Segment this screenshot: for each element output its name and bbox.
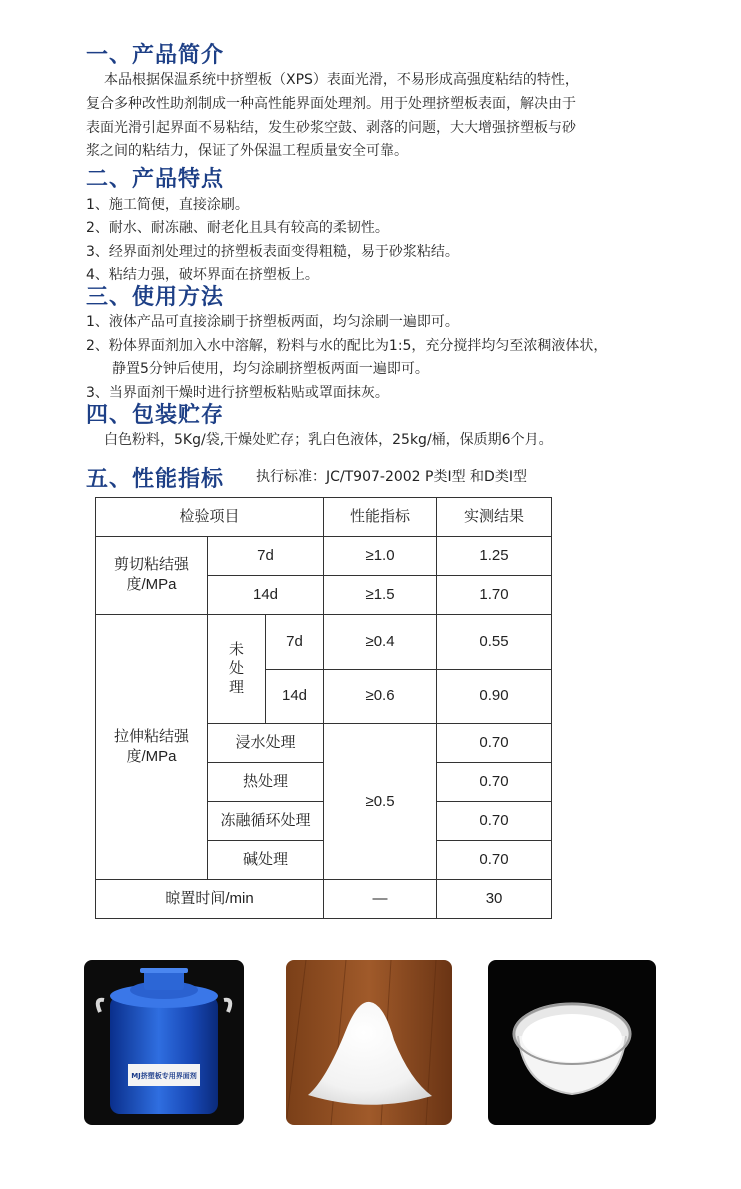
table-row (96, 536, 552, 575)
feature-item: 3、经界面剂处理过的挤塑板表面变得粗糙，易于砂浆粘结。 (86, 244, 459, 260)
section-title-packaging: 四、包装贮存 (86, 403, 225, 428)
feature-item: 4、粘结力强，破坏界面在挤塑板上。 (86, 267, 319, 283)
shear-age: 7d (208, 536, 324, 575)
section-title-features: 二、产品特点 (86, 167, 225, 192)
treatment-name: 碱处理 (208, 841, 324, 880)
bucket-photo (84, 960, 244, 1125)
powder-photo (286, 960, 452, 1125)
usage-item: 静置5分钟后使用，均匀涂刷挤塑板两面一遍即可。 (112, 361, 429, 377)
tensile-label (96, 614, 208, 879)
untreated-age: 7d (266, 614, 324, 669)
treatment-name: 冻融循环处理 (208, 802, 324, 841)
shear-label (96, 536, 208, 614)
intro-line: 表面光滑引起界面不易粘结，发生砂浆空鼓、剥落的问题，大大增强挤塑板与砂 (86, 120, 576, 136)
section-title-usage: 三、使用方法 (86, 285, 225, 310)
usage-item: 2、粉体界面剂加入水中溶解，粉料与水的配比为1:5，充分搅拌均匀至浓稠液体状， (86, 338, 608, 354)
header-result: 实测结果 (437, 498, 552, 537)
bucket-label: MJ挤塑板专用界面剂 (131, 1072, 197, 1080)
intro-line: 本品根据保温系统中挤塑板（XPS）表面光滑，不易形成高强度粘结的特性， (104, 72, 579, 88)
untreated-label (208, 614, 266, 723)
table-header-row (96, 498, 552, 537)
drying-result: 30 (437, 879, 552, 918)
shear-result: 1.70 (437, 575, 552, 614)
liquid-bowl-photo (488, 960, 656, 1125)
table-row (96, 614, 552, 669)
performance-table (95, 497, 552, 919)
table-row (96, 879, 552, 918)
header-item: 检验项目 (96, 498, 324, 537)
treatment-result: 0.70 (437, 763, 552, 802)
section-title-intro: 一、产品简介 (86, 43, 225, 68)
untreated-spec: ≥0.6 (324, 669, 437, 724)
intro-line: 复合多种改性助剂制成一种高性能界面处理剂。用于处理挤塑板表面，解决由于 (86, 96, 576, 112)
usage-item: 3、当界面剂干燥时进行挤塑板粘贴或罩面抹灰。 (86, 385, 389, 401)
treatment-result: 0.70 (437, 841, 552, 880)
treatment-result: 0.70 (437, 724, 552, 763)
shear-label-text: 剪切粘结强度/MPa (113, 556, 189, 594)
untreated-label-text: 未处理 (228, 641, 244, 697)
treatment-result: 0.70 (437, 802, 552, 841)
section-title-performance: 五、性能指标 (86, 467, 225, 492)
tensile-label-text: 拉伸粘结强度/MPa (113, 727, 189, 765)
packaging-text: 白色粉料，5Kg/袋,干燥处贮存；乳白色液体，25kg/桶，保质期6个月。 (104, 432, 553, 448)
header-spec: 性能指标 (324, 498, 437, 537)
bowl-icon (488, 960, 656, 1125)
powder-pile-icon (286, 960, 452, 1125)
intro-line: 浆之间的粘结力，保证了外保温工程质量安全可靠。 (86, 143, 408, 159)
shear-result: 1.25 (437, 536, 552, 575)
treatment-name: 热处理 (208, 763, 324, 802)
standard-text: 执行标准：JC/T907-2002 P类Ⅰ型 和D类Ⅰ型 (256, 469, 527, 485)
untreated-result: 0.55 (437, 614, 552, 669)
bucket-icon (84, 960, 244, 1125)
shear-spec: ≥1.5 (324, 575, 437, 614)
shear-spec: ≥1.0 (324, 536, 437, 575)
untreated-spec: ≥0.4 (324, 614, 437, 669)
untreated-age: 14d (266, 669, 324, 724)
untreated-result: 0.90 (437, 669, 552, 724)
feature-item: 2、耐水、耐冻融、耐老化且具有较高的柔韧性。 (86, 220, 389, 236)
shear-age: 14d (208, 575, 324, 614)
treatment-name: 浸水处理 (208, 724, 324, 763)
treated-spec: ≥0.5 (324, 724, 437, 880)
usage-item: 1、液体产品可直接涂刷于挤塑板两面，均匀涂刷一遍即可。 (86, 314, 459, 330)
drying-spec: — (324, 879, 437, 918)
drying-label: 晾置时间/min (96, 879, 324, 918)
feature-item: 1、施工简便，直接涂刷。 (86, 197, 249, 213)
